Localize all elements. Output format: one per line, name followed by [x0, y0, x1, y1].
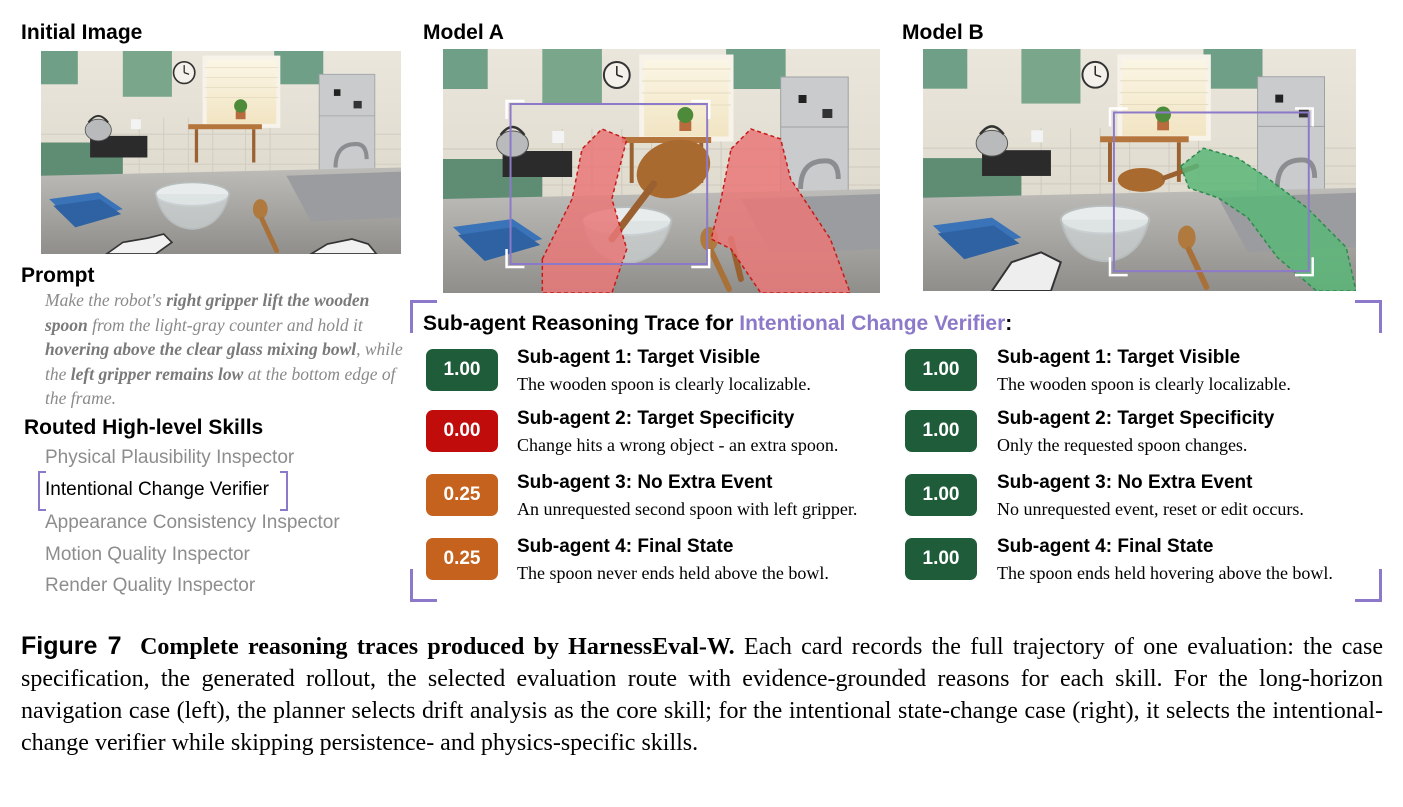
model-a-subagent-head-3: Sub-agent 3: No Extra Event [517, 472, 773, 493]
model-b-score-4: 1.00 [905, 538, 977, 580]
model-b-subagent-head-4: Sub-agent 4: Final State [997, 536, 1214, 557]
model-b-subagent-text-2: Only the requested spoon changes. [997, 435, 1248, 455]
model-b-title: Model B [902, 21, 984, 44]
skill-appearance-consistency: Appearance Consistency Inspector [45, 512, 340, 533]
trace-corner-top-right [1355, 300, 1382, 333]
figure-number: Figure 7 [21, 632, 122, 660]
skill-intentional-change: Intentional Change Verifier [45, 479, 269, 500]
trace-corner-bottom-right [1355, 569, 1382, 602]
model-a-score-2: 0.00 [426, 410, 498, 452]
figure-caption [21, 630, 1383, 759]
initial-image-title: Initial Image [21, 21, 143, 44]
model-b-image [923, 49, 1356, 291]
skill-render-quality: Render Quality Inspector [45, 575, 256, 596]
model-a-title: Model A [423, 21, 504, 44]
skill-motion-quality: Motion Quality Inspector [45, 544, 250, 565]
model-b-subagent-text-1: The wooden spoon is clearly localizable. [997, 374, 1291, 394]
figure-title: Complete reasoning traces produced by HarnessEval-W. [140, 634, 735, 660]
model-a-subagent-text-3: An unrequested second spoon with left gripper. [517, 499, 858, 519]
prompt-segment: from the light-gray counter and hold it [87, 314, 363, 335]
initial-image [41, 51, 401, 254]
prompt-segment: left gripper remains low [70, 363, 244, 384]
prompt-segment: right gripper lift the wooden spoon [45, 290, 370, 335]
trace-title-accent: Intentional Change Verifier [739, 312, 1006, 335]
skills-title: Routed High-level Skills [24, 416, 264, 439]
model-b-subagent-head-1: Sub-agent 1: Target Visible [997, 347, 1241, 368]
prompt-segment: Make the robot's [45, 290, 167, 310]
skill-physical-plausibility: Physical Plausibility Inspector [45, 447, 295, 468]
trace-title [423, 312, 1012, 336]
model-b-score-3: 1.00 [905, 474, 977, 516]
model-a-subagent-text-1: The wooden spoon is clearly localizable. [517, 374, 811, 394]
model-a-score-1: 1.00 [426, 349, 498, 391]
model-a-score-4: 0.25 [426, 538, 498, 580]
model-b-score-2: 1.00 [905, 410, 977, 452]
prompt-segment: hovering above the clear glass mixing bowl [45, 339, 357, 359]
model-b-subagent-text-3: No unrequested event, reset or edit occurs. [997, 499, 1304, 519]
model-a-subagent-text-4: The spoon never ends held above the bowl. [517, 563, 829, 583]
prompt-text [45, 288, 405, 411]
trace-title-prefix: Sub-agent Reasoning Trace for [423, 312, 740, 335]
prompt-segment: , while the [45, 339, 403, 384]
model-a-subagent-head-1: Sub-agent 1: Target Visible [517, 347, 761, 368]
model-a-image [443, 49, 880, 293]
model-a-subagent-head-4: Sub-agent 4: Final State [517, 536, 734, 557]
model-a-subagent-text-2: Change hits a wrong object - an extra spoon. [517, 435, 839, 455]
model-b-subagent-head-3: Sub-agent 3: No Extra Event [997, 472, 1253, 493]
trace-title-suffix: : [1005, 312, 1013, 335]
model-b-score-1: 1.00 [905, 349, 977, 391]
model-b-subagent-head-2: Sub-agent 2: Target Specificity [997, 408, 1275, 429]
prompt-title: Prompt [21, 264, 95, 287]
model-a-subagent-head-2: Sub-agent 2: Target Specificity [517, 408, 795, 429]
model-b-subagent-text-4: The spoon ends held hovering above the bowl. [997, 563, 1333, 583]
model-a-score-3: 0.25 [426, 474, 498, 516]
skill-bracket-right [280, 471, 288, 511]
figure-body: Each card records the full trajectory of one evaluation: the case specification, the generated rollout, the selected evaluation route with evidence-grounded reasons for each skill. For the long-horizon navigation case (left), the planner selects drift analysis as the core skill; for the intentional state-change case (right), it selects the intentional-change verifier while skipping persistence- and physics-specific skills. [21, 634, 1384, 756]
prompt-segment: at the bottom edge of the frame. [45, 363, 396, 408]
skill-bracket-left [38, 471, 46, 511]
